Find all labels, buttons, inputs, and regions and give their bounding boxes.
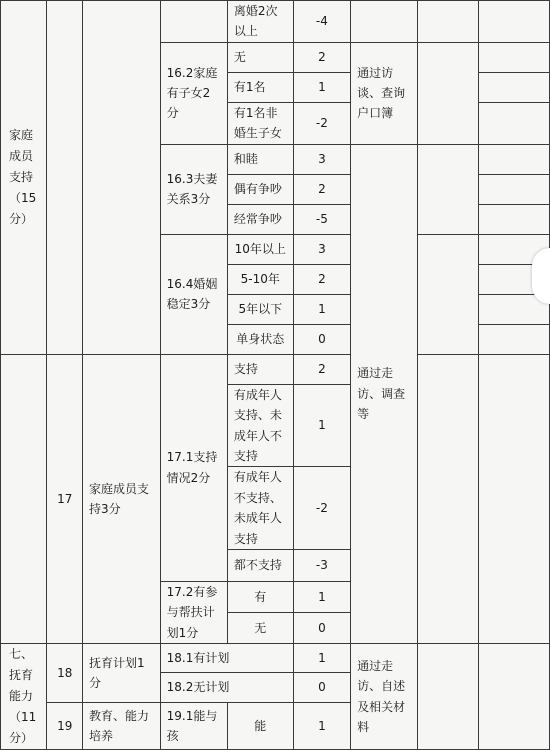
section-17-2: 17.2有参与帮扶计划1分 [160, 581, 227, 643]
score-item: 5年以下 [227, 294, 293, 324]
score-item: 有成年人不支持、未成年人支持 [227, 467, 293, 550]
score-item: 10年以上 [227, 234, 293, 264]
score-value: 2 [293, 42, 350, 72]
blank-cell [479, 102, 550, 144]
method-cell [351, 1, 418, 43]
score-value: 1 [293, 72, 350, 102]
score-value: 3 [293, 234, 350, 264]
side-scroll-handle[interactable] [532, 248, 550, 304]
method-cell: 通过访谈、查询户口簿 [351, 42, 418, 144]
item-17-title: 家庭成员支持3分 [83, 354, 161, 643]
section-18-2: 18.2无计划 [160, 673, 293, 702]
blank-cell [479, 72, 550, 102]
section-18-1: 18.1有计划 [160, 644, 293, 673]
score-value: 2 [293, 174, 350, 204]
blank-cell [417, 42, 479, 144]
score-item: 偶有争吵 [227, 174, 293, 204]
category-parenting-ability: 七、抚育能力（11分） [1, 644, 47, 750]
score-value: 1 [293, 294, 350, 324]
empty-item-cell [83, 1, 161, 355]
score-value: 1 [293, 702, 350, 749]
score-value: -5 [293, 204, 350, 234]
score-item: 有1名 [227, 72, 293, 102]
score-item: 无 [227, 42, 293, 72]
score-item: 经常争吵 [227, 204, 293, 234]
blank-cell [417, 644, 479, 750]
blank-cell [417, 144, 479, 234]
score-item: 无 [227, 612, 293, 643]
item-number-19: 19 [47, 702, 83, 749]
score-item: 都不支持 [227, 549, 293, 581]
score-value: -3 [293, 549, 350, 581]
blank-cell [479, 144, 550, 174]
score-value: -2 [293, 102, 350, 144]
score-value: 1 [293, 644, 350, 673]
score-item: 单身状态 [227, 324, 293, 354]
method-cell: 通过走访、调查等 [351, 144, 418, 643]
score-value: 0 [293, 673, 350, 702]
blank-cell [479, 644, 550, 750]
item-number-18: 18 [47, 644, 83, 703]
category-family-support: 家庭成员支持（15分） [1, 1, 47, 355]
section-19-1: 19.1能与孩 [160, 702, 227, 749]
score-value: 2 [293, 264, 350, 294]
blank-cell [417, 354, 479, 643]
score-item: 有1名非婚生子女 [227, 102, 293, 144]
blank-cell [479, 1, 550, 43]
empty-category-cell [1, 354, 47, 643]
section-16-3: 16.3夫妻关系3分 [160, 144, 227, 234]
blank-cell [479, 354, 550, 643]
method-cell: 通过走访、自述及相关材料 [351, 644, 418, 750]
blank-cell [479, 204, 550, 234]
blank-cell [417, 1, 479, 43]
blank-cell [479, 42, 550, 72]
section-16-4: 16.4婚姻稳定3分 [160, 234, 227, 354]
score-item: 有成年人支持、未成年人不支持 [227, 384, 293, 467]
item-18-title: 抚育计划1分 [83, 644, 161, 703]
item-19-title: 教育、能力培养 [83, 702, 161, 749]
item-number-17: 17 [47, 354, 83, 643]
score-item: 能 [227, 702, 293, 749]
score-value: 0 [293, 612, 350, 643]
score-value: 2 [293, 354, 350, 384]
score-value: 1 [293, 581, 350, 612]
blank-cell [479, 324, 550, 354]
blank-cell [417, 234, 479, 354]
score-value: 3 [293, 144, 350, 174]
empty-num-cell [47, 1, 83, 355]
blank-cell [479, 174, 550, 204]
score-value: 0 [293, 324, 350, 354]
score-item: 5-10年 [227, 264, 293, 294]
section-16-2: 16.2家庭有子女2分 [160, 42, 227, 144]
section-17-1: 17.1支持情况2分 [160, 354, 227, 581]
score-item: 有 [227, 581, 293, 612]
score-item: 支持 [227, 354, 293, 384]
score-item: 和睦 [227, 144, 293, 174]
empty-sub-cell [160, 1, 227, 43]
score-item: 离婚2次以上 [227, 1, 293, 43]
score-value: -4 [293, 1, 350, 43]
score-value: 1 [293, 384, 350, 467]
score-value: -2 [293, 467, 350, 550]
